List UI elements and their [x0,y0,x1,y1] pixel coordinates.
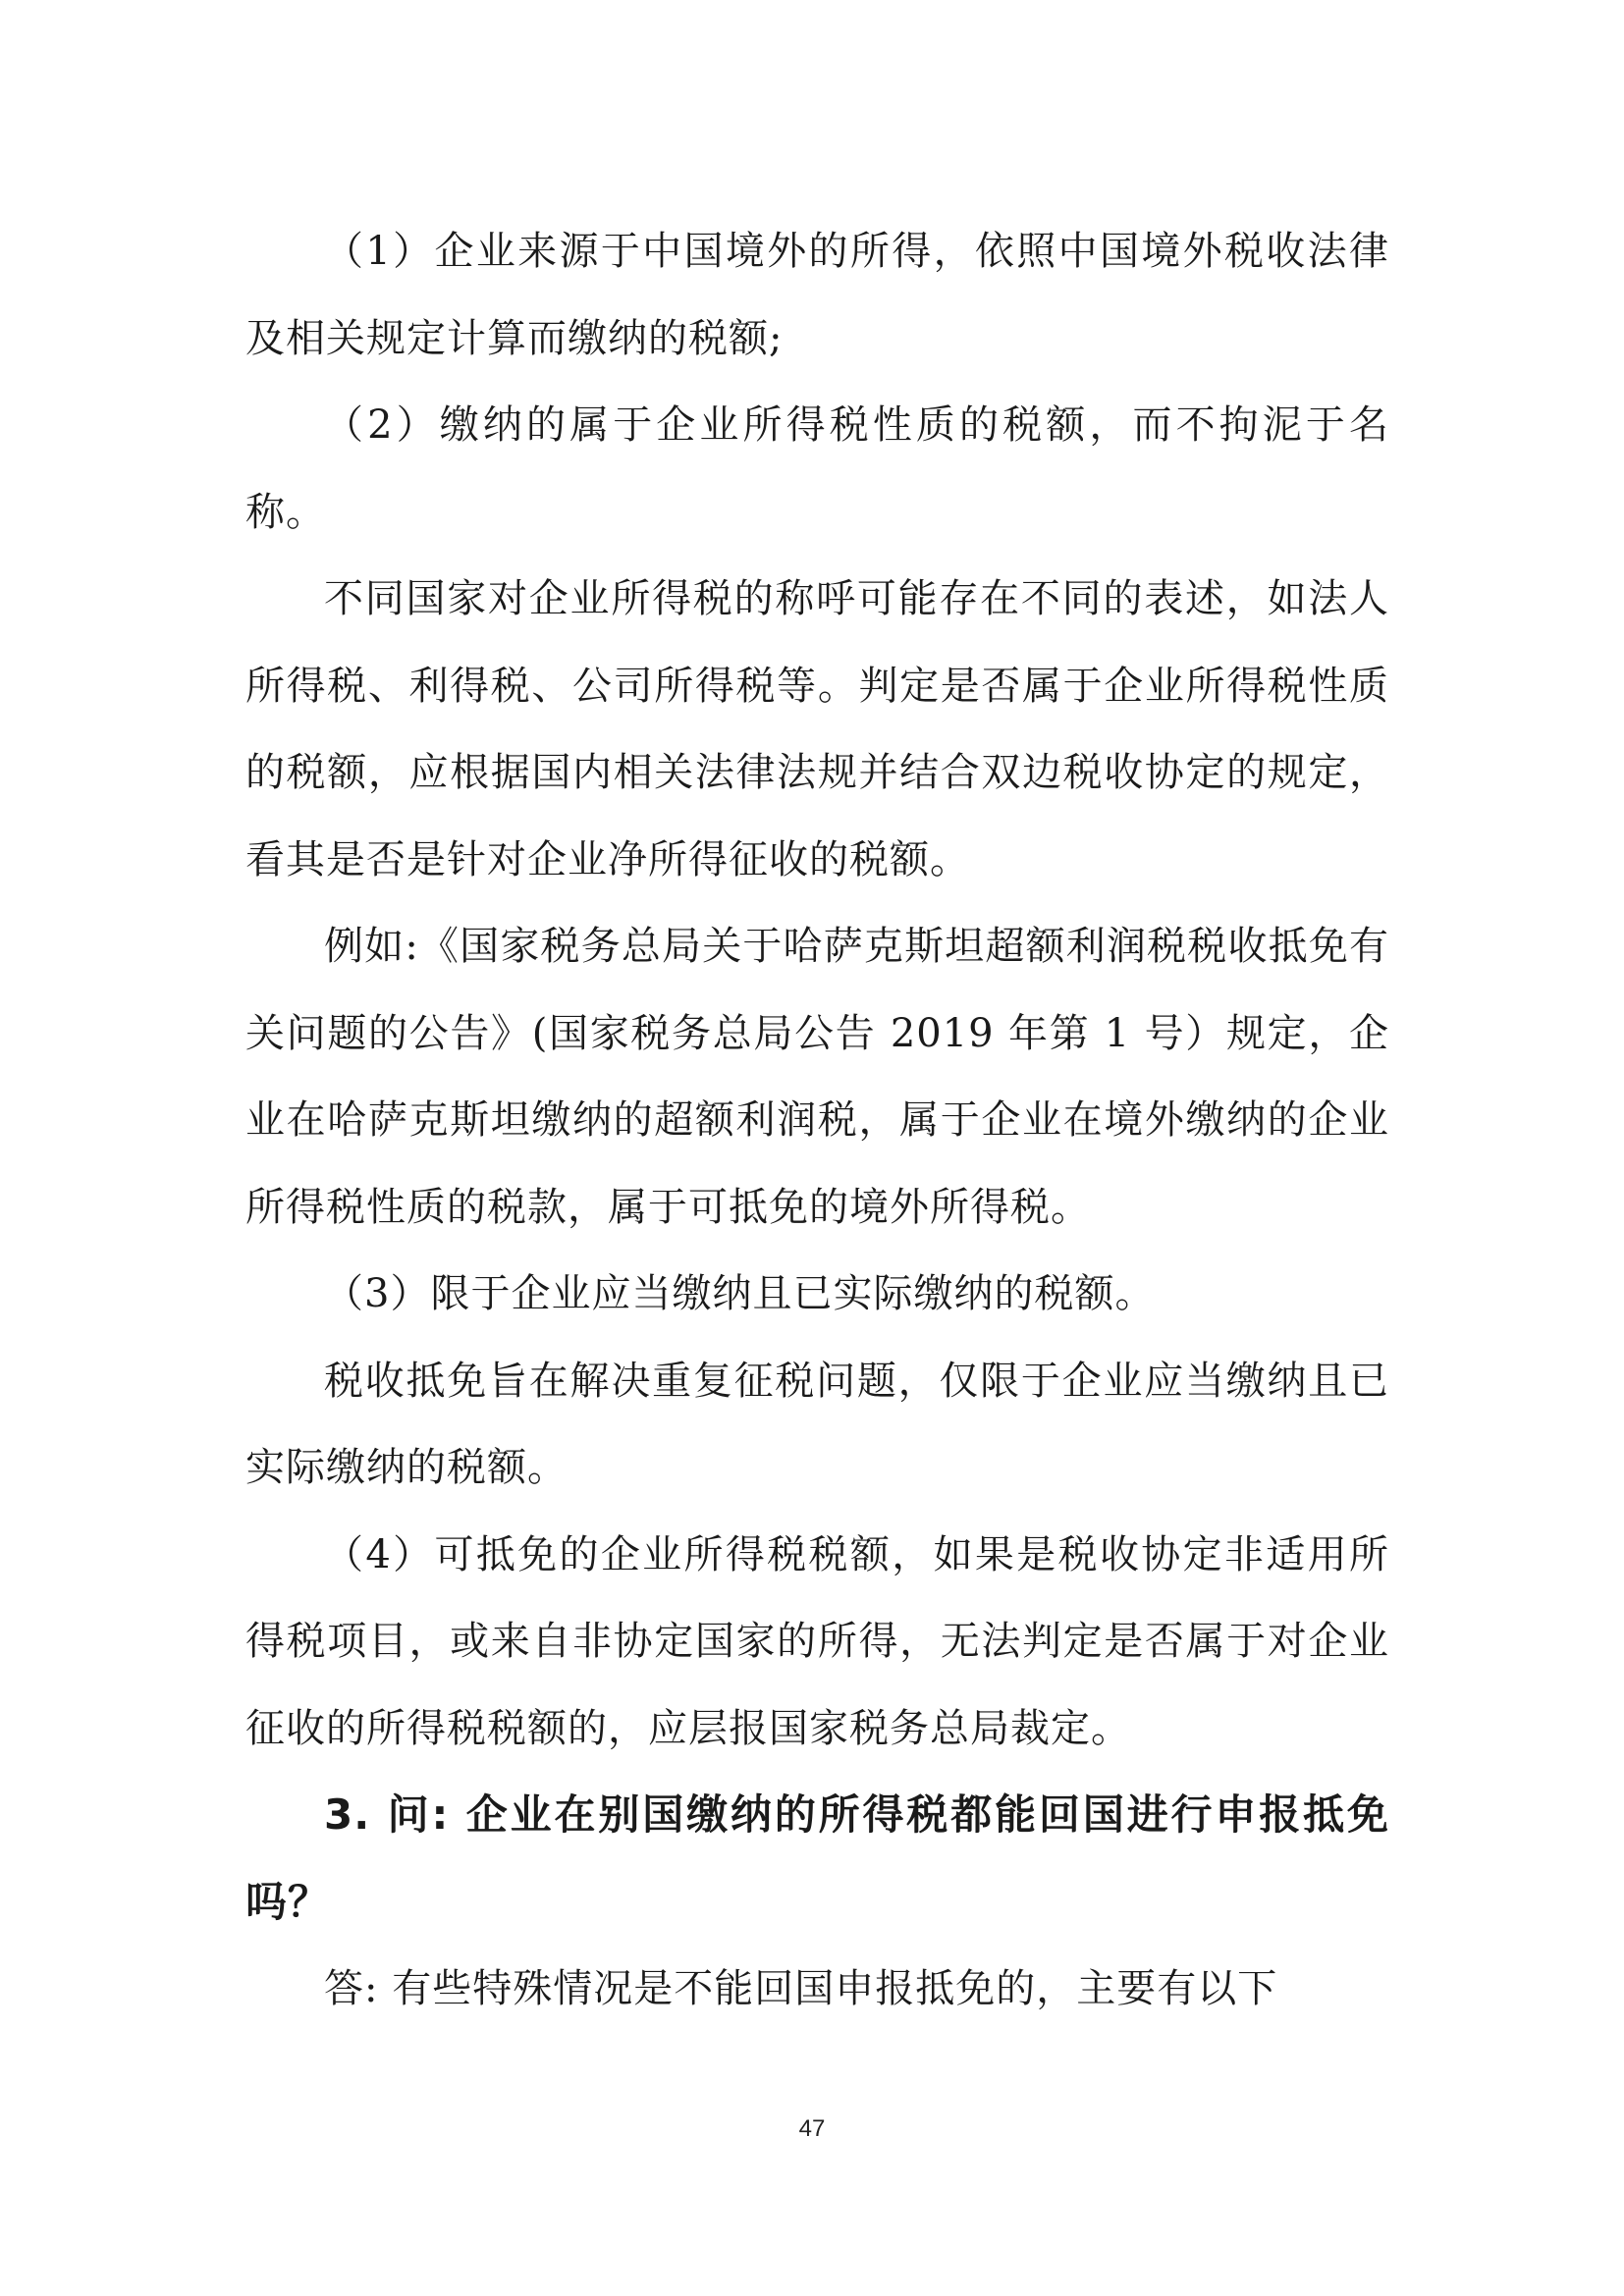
paragraph-item-1: （1）企业来源于中国境外的所得，依照中国境外税收法律及相关规定计算而缴纳的税额; [245,229,1389,361]
paragraph-item-2: （2）缴纳的属于企业所得税性质的税额，而不拘泥于名称。 [245,402,1389,535]
page-body [245,208,1389,2033]
paragraph-naming: 不同国家对企业所得税的称呼可能存在不同的表述，如法人所得税、利得税、公司所得税等。判定是否属于企业所得税性质的税额，应根据国内相关法律法规并结合双边税收协定的规定，看其是否是针对企业净所得征收的税额。 [245,576,1389,882]
paragraph-item-4: （4）可抵免的企业所得税税额，如果是税收协定非适用所得税项目，或来自非协定国家的所得，无法判定是否属于对企业征收的所得税税额的，应层报国家税务总局裁定。 [245,1531,1389,1751]
paragraph-example: 例如:《国家税务总局关于哈萨克斯坦超额利润税税收抵免有关问题的公告》(国家税务总局公告 2019 年第 1 号）规定，企业在哈萨克斯坦缴纳的超额利润税，属于企业在境外缴纳的企业所得税性质的税款，属于可抵免的境外所得税。 [245,924,1389,1230]
page-number: 47 [798,2115,826,2142]
question-heading: 3. 问: 企业在别国缴纳的所得税都能回国进行申报抵免吗？ [245,1790,1389,1926]
answer-paragraph: 答: 有些特殊情况是不能回国申报抵免的，主要有以下 [324,1966,1278,2011]
paragraph-credit-purpose: 税收抵免旨在解决重复征税问题，仅限于企业应当缴纳且已实际缴纳的税额。 [245,1358,1389,1490]
paragraph-item-3: （3）限于企业应当缴纳且已实际缴纳的税额。 [324,1271,1156,1316]
